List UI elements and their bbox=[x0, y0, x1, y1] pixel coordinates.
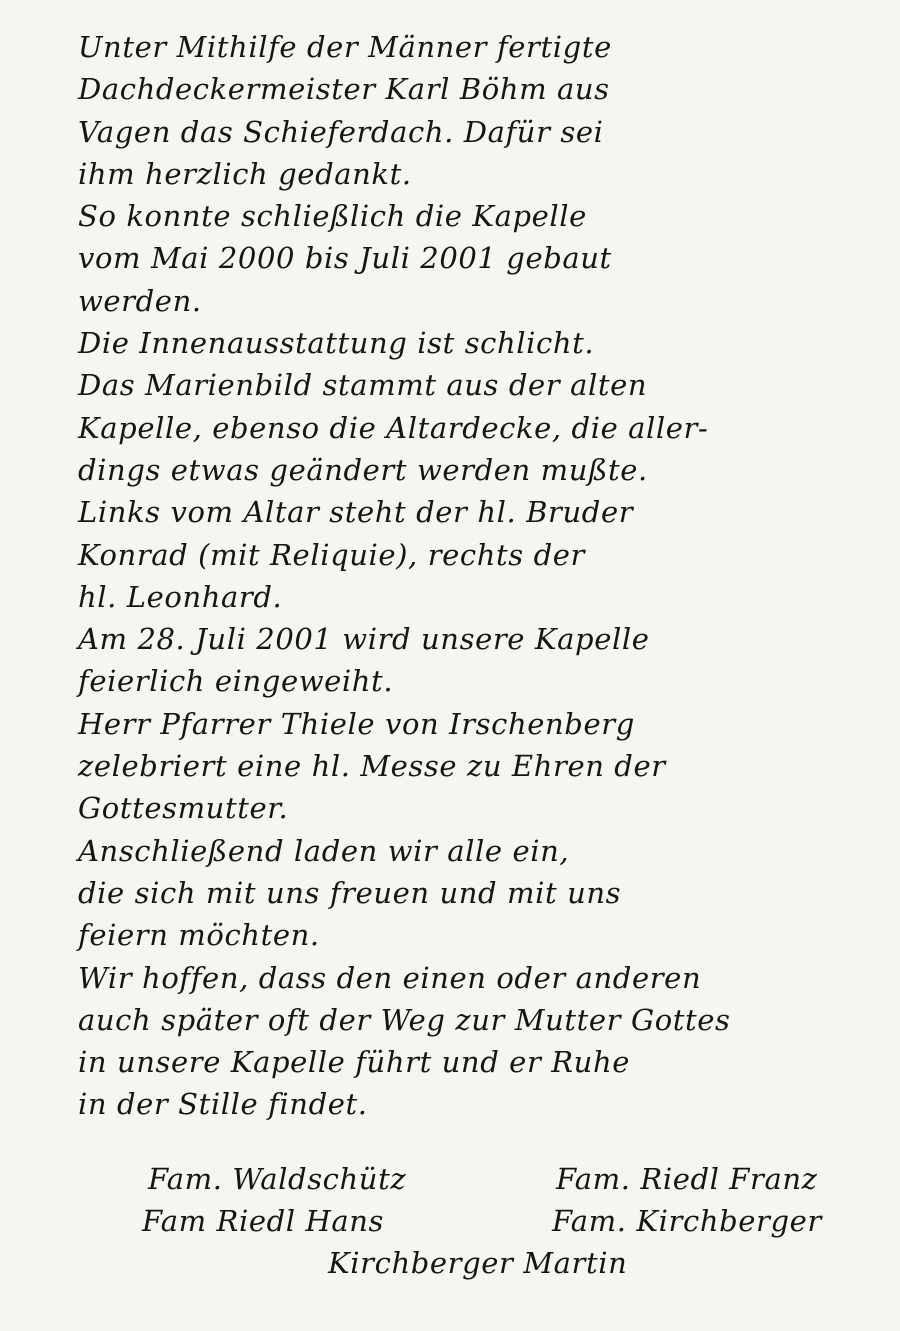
text-line: feierlich eingeweiht. bbox=[78, 664, 394, 699]
signature-waldschuetz: Fam. Waldschütz bbox=[148, 1162, 407, 1196]
text-line: Dachdeckermeister Karl Böhm aus bbox=[78, 72, 610, 107]
signature-block bbox=[0, 1162, 900, 1292]
text-line: Herr Pfarrer Thiele von Irschenberg bbox=[78, 706, 635, 741]
signature-riedl-franz: Fam. Riedl Franz bbox=[556, 1162, 818, 1196]
signature-kirchberger-martin: Kirchberger Martin bbox=[328, 1246, 628, 1280]
letter-body bbox=[78, 26, 868, 1126]
text-line: Vagen das Schieferdach. Dafür sei bbox=[78, 114, 604, 149]
text-line: zelebriert eine hl. Messe zu Ehren der bbox=[78, 749, 666, 784]
text-line: vom Mai 2000 bis Juli 2001 gebaut bbox=[78, 241, 612, 276]
text-line: feiern möchten. bbox=[78, 918, 320, 953]
text-line: Am 28. Juli 2001 wird unsere Kapelle bbox=[78, 622, 650, 657]
text-line: Gottesmutter. bbox=[78, 791, 289, 826]
text-line: in unsere Kapelle führt und er Ruhe bbox=[78, 1045, 630, 1080]
text-line: werden. bbox=[78, 283, 202, 318]
text-line: Die Innenausstattung ist schlicht. bbox=[78, 326, 595, 361]
text-line: ihm herzlich gedankt. bbox=[78, 156, 412, 191]
text-line: Konrad (mit Reliquie), rechts der bbox=[78, 537, 585, 572]
text-line: die sich mit uns freuen und mit uns bbox=[78, 875, 622, 910]
text-line: Wir hoffen, dass den einen oder anderen bbox=[78, 960, 702, 995]
text-line: Unter Mithilfe der Männer fertigte bbox=[78, 30, 612, 64]
text-line: Kapelle, ebenso die Altardecke, die aller- bbox=[78, 410, 709, 445]
text-line: Anschließend laden wir alle ein, bbox=[78, 833, 570, 868]
signature-kirchberger: Fam. Kirchberger bbox=[552, 1204, 822, 1238]
text-line: in der Stille findet. bbox=[78, 1087, 368, 1122]
text-line: auch später oft der Weg zur Mutter Gottes bbox=[78, 1002, 731, 1037]
text-line: Links vom Altar steht der hl. Bruder bbox=[78, 495, 634, 530]
text-line: So konnte schließlich die Kapelle bbox=[78, 199, 587, 234]
signature-riedl-hans: Fam Riedl Hans bbox=[142, 1204, 385, 1238]
text-line: dings etwas geändert werden mußte. bbox=[78, 452, 648, 487]
text-line: Das Marienbild stammt aus der alten bbox=[78, 368, 648, 403]
text-line: hl. Leonhard. bbox=[78, 579, 283, 614]
